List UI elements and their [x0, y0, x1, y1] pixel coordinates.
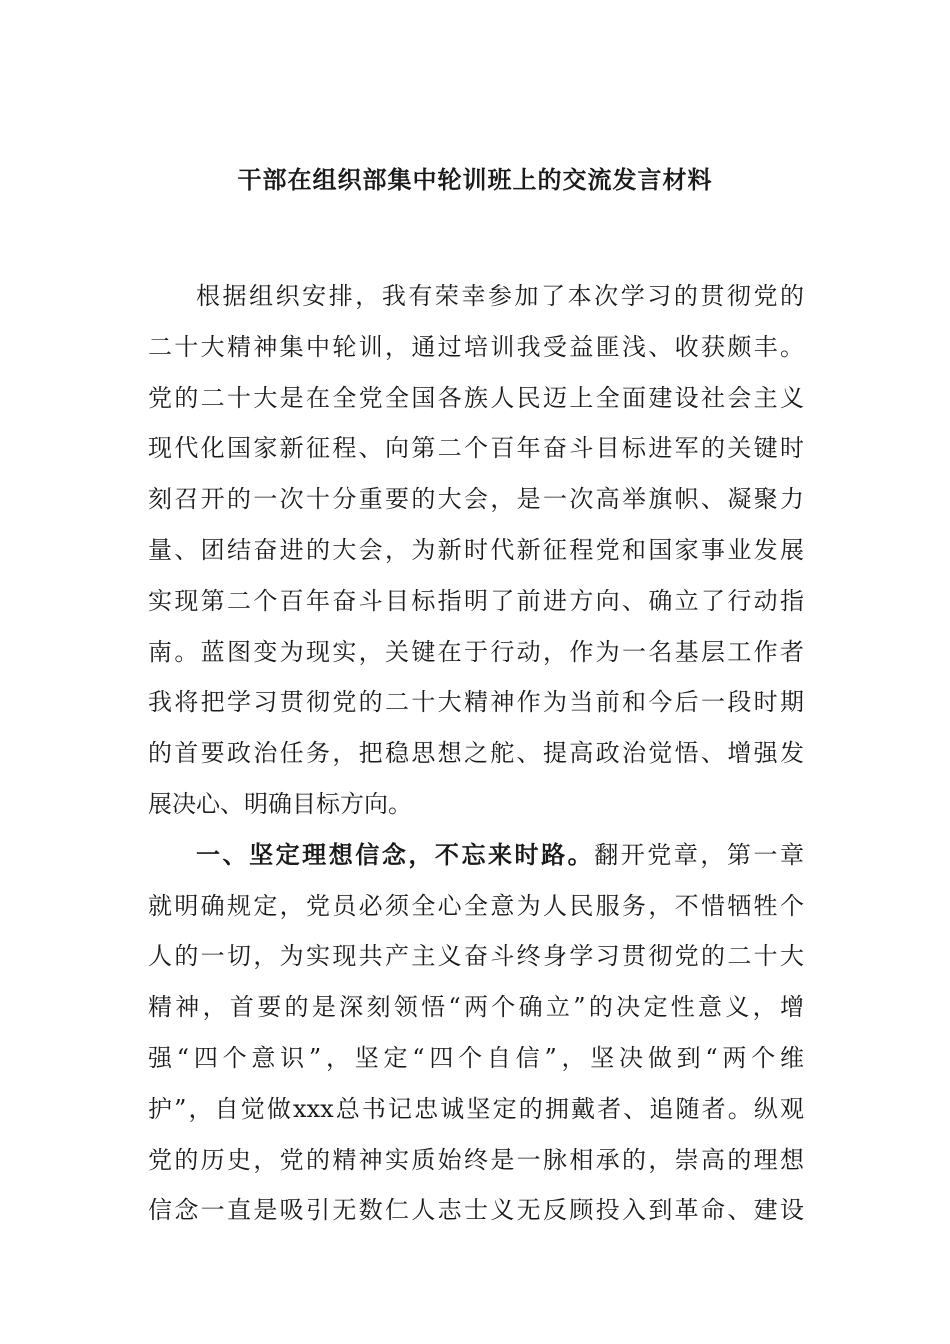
paragraph-line: 的首要政治任务，把稳思想之舵、提高政治觉悟、增强发	[148, 739, 804, 768]
paragraph-line: 护”，自觉做xxx总书记忠诚坚定的拥戴者、追随者。纵观	[148, 1094, 804, 1123]
paragraph-line: 南。蓝图变为现实，关键在于行动，作为一名基层工作者	[148, 637, 804, 666]
section-heading-line	[148, 835, 804, 886]
paragraph-line: 精神，首要的是深刻领悟“两个确立”的决定性意义，增	[148, 993, 804, 1022]
paragraph-line: 强“四个意识”，坚定“四个自信”，坚决做到“两个维	[148, 1043, 804, 1072]
paragraph-line: 人的一切，为实现共产主义奋斗终身学习贯彻党的二十大	[148, 942, 804, 971]
document-title: 干部在组织部集中轮训班上的交流发言材料	[237, 165, 713, 194]
paragraph-line: 我将把学习贯彻党的二十大精神作为当前和今后一段时期	[148, 688, 804, 717]
paragraph-line: 党的二十大是在全党全国各族人民迈上全面建设社会主义	[148, 383, 804, 412]
paragraph-line: 刻召开的一次十分重要的大会，是一次高举旗帜、凝聚力	[148, 485, 804, 514]
paragraph-line: 现代化国家新征程、向第二个百年奋斗目标进军的关键时	[148, 434, 804, 463]
section-heading: 一、坚定理想信念，不忘来时路。	[196, 839, 595, 869]
paragraph-line: 二十大精神集中轮训，通过培训我受益匪浅、收获颇丰。	[148, 332, 804, 361]
paragraph-line: 就明确规定，党员必须全心全意为人民服务，不惜牺牲个	[148, 891, 804, 920]
paragraph-line-rest: 翻开党章，第一章	[594, 840, 804, 869]
paragraph-line: 信念一直是吸引无数仁人志士义无反顾投入到革命、建设	[148, 1196, 804, 1225]
paragraph-line: 根据组织安排，我有荣幸参加了本次学习的贯彻党的	[196, 282, 804, 310]
paragraph-line: 展决心、明确目标方向。	[148, 789, 412, 818]
paragraph-line: 量、团结奋进的大会，为新时代新征程党和国家事业发展	[148, 535, 804, 564]
paragraph-line: 党的历史，党的精神实质始终是一脉相承的，崇高的理想	[148, 1145, 804, 1174]
paragraph-line: 实现第二个百年奋斗目标指明了前进方向、确立了行动指	[148, 586, 804, 615]
document-body	[148, 276, 804, 1241]
